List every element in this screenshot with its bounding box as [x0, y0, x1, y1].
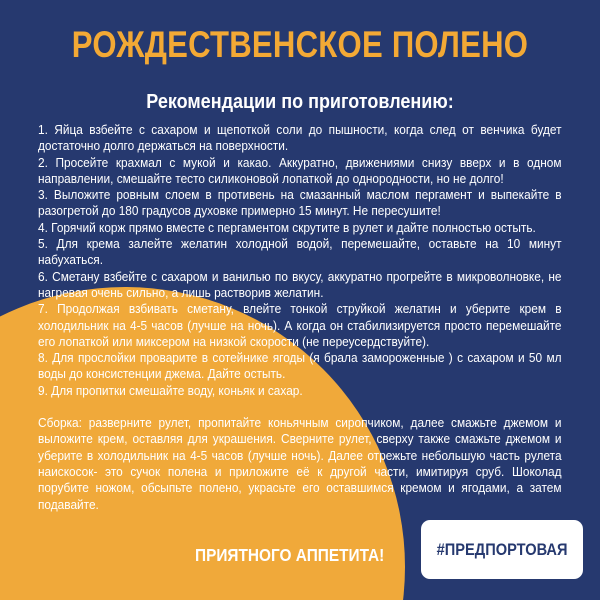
assembly-paragraph: Сборка: разверните рулет, пропитайте коньячным сиропчиком, далее смажьте джемом и выложите крем, оставляя для украшения. Сверните рулет, сверху также смажьте джемом и уберите в холодильник на 4-5 часов (лучше ночь). Далее отрежьте небольшую часть рулета наискосок- это сучок полена и приложите её к другой части, имитируя сруб. Шоколад порубите ножом, обсыпьте полено, украсьте его оставшимся кремом и ягодами, а затем подавайте.	[38, 415, 562, 512]
step-4: 4. Горячий корж прямо вместе с пергаментом скрутите в рулет и дайте полностью остыть.	[38, 219, 536, 235]
step-9: 9. Для пропитки смешайте воду, коньяк и сахар.	[38, 382, 303, 398]
step-7: 7. Продолжая взбивать сметану, влейте тонкой струйкой желатин и уберите крем в холодильник на 4-5 часов (лучше на ночь). А когда он стабилизируется просто перемешайте его лопаткой или миксером на низкой скорости (не переусердствуйте).	[38, 301, 562, 349]
recipe-body	[38, 122, 562, 513]
steps-list	[38, 122, 562, 399]
step-2: 2. Просейте крахмал с мукой и какао. Аккуратно, движениями снизу вверх и в одном направлении, смешайте тесто силиконовой лопаткой до однородности, но не долго!	[38, 154, 562, 186]
step-6: 6. Сметану взбейте с сахаром и ванилью по вкусу, аккуратно прогрейте в микроволновке, не нагревая очень сильно, а лишь растворив желатин.	[38, 268, 562, 300]
step-5: 5. Для крема залейте желатин холодной водой, перемешайте, оставьте на 10 минут набухаться.	[38, 236, 562, 268]
hashtag-label: #ПРЕДПОРТОВАЯ	[436, 539, 568, 559]
instructions-heading: Рекомендации по приготовлению:	[146, 91, 454, 113]
step-3: 3. Выложите ровным слоем в противень на смазанный маслом пергамент и выпекайте в разогретой до 180 градусов духовке примерно 15 минут. Не пересушите!	[38, 187, 562, 219]
recipe-title: РОЖДЕСТВЕНСКОЕ ПОЛЕНО	[71, 24, 529, 65]
step-1: 1. Яйца взбейте с сахаром и щепоткой соли до пышности, когда след от венчика будет достаточно долго держаться на поверхности.	[38, 122, 562, 154]
step-8: 8. Для прослойки проварите в сотейнике ягоды (я брала замороженные ) с сахаром и 50 мл воды до консистенции джема. Дайте остыть.	[38, 350, 562, 382]
hashtag-badge[interactable]	[421, 520, 583, 579]
closing-phrase: ПРИЯТНОГО АППЕТИТА!	[195, 545, 385, 565]
